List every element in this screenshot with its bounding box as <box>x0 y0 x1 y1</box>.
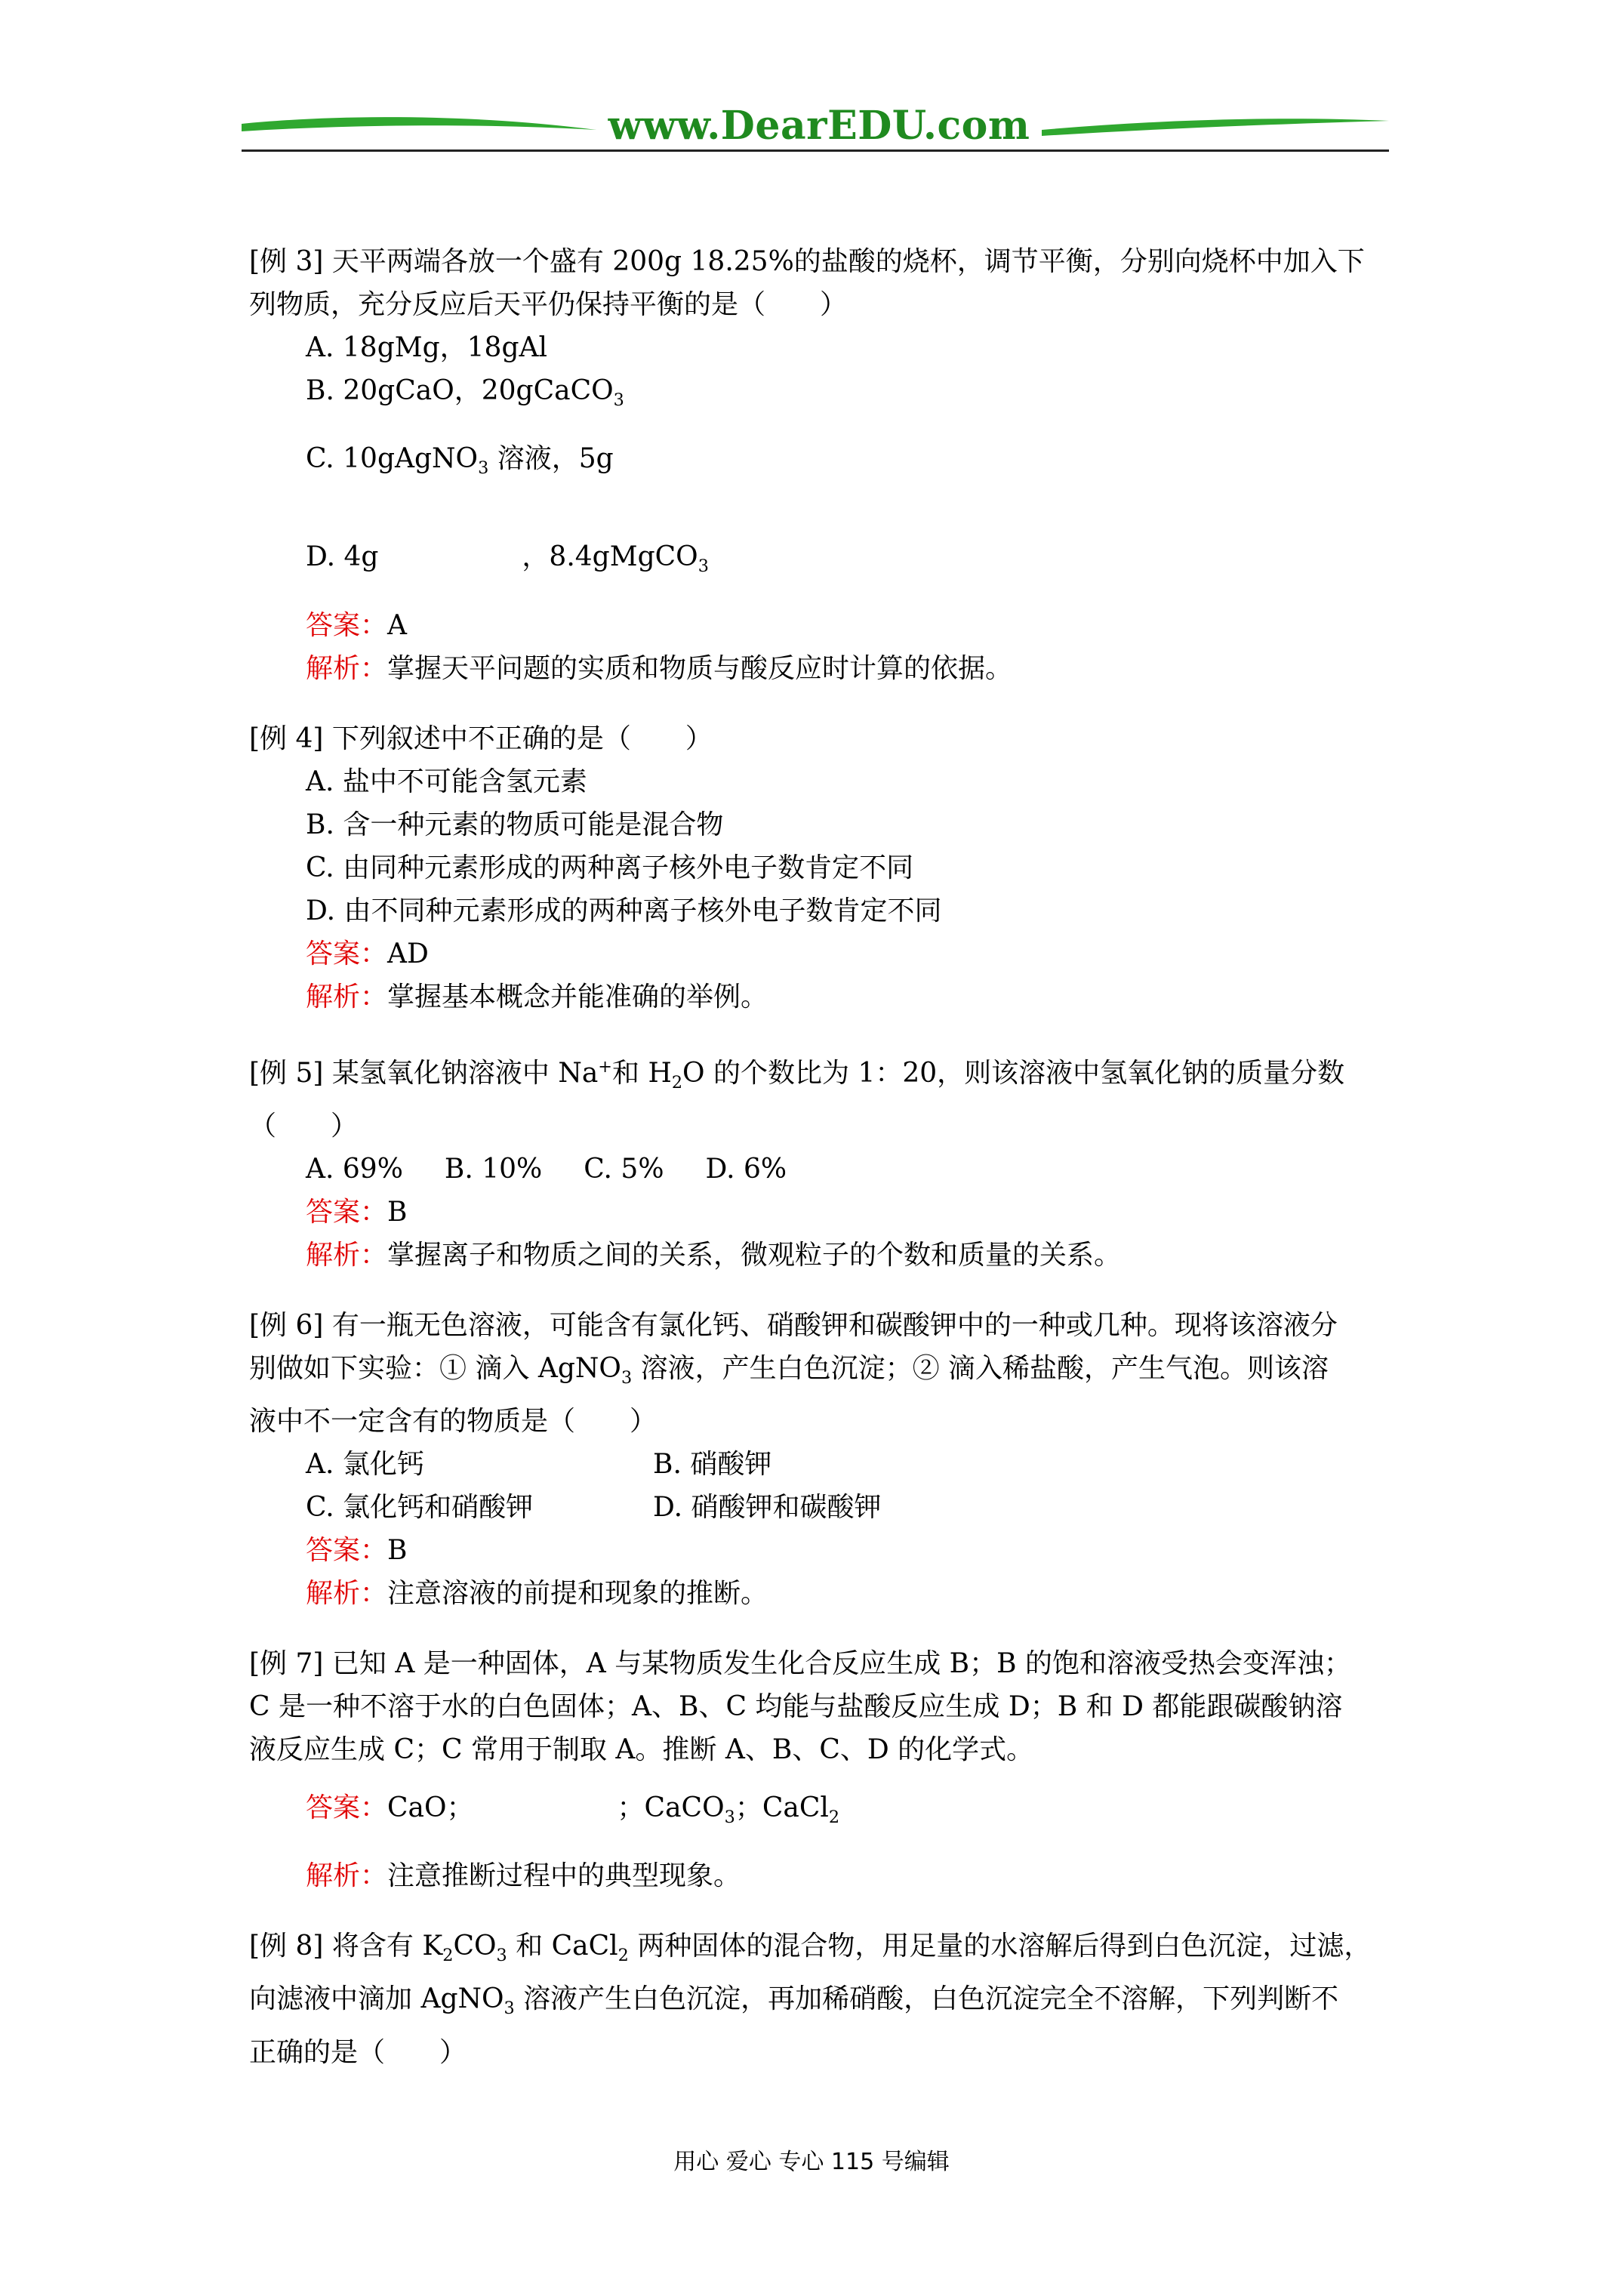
question-stem-line: 向滤液中滴加 AgNO$_3$ 溶液产生白色沉淀，再加稀硝酸，白色沉淀完全不溶解，下列判断不 <box>249 1983 1339 2019</box>
answer-line: 答案：CaO； ；CaCO$_3$；CaCl$_2$ <box>306 1792 840 1828</box>
option-a: A. 69% <box>306 1153 403 1185</box>
answer-label: 答案： <box>306 1534 388 1566</box>
option-a: A. 18gMg，18gAl <box>306 332 548 363</box>
analysis-line: 解析：注意溶液的前提和现象的推断。 <box>306 1577 768 1609</box>
document-body <box>249 240 1389 2101</box>
answer-label: 答案： <box>306 1792 388 1823</box>
analysis-label: 解析： <box>306 652 388 684</box>
question-stem-line: 正确的是（ ） <box>249 2036 467 2068</box>
analysis-line: 解析：掌握离子和物质之间的关系，微观粒子的个数和质量的关系。 <box>306 1239 1122 1271</box>
options-row <box>249 1443 1389 1486</box>
analysis-label: 解析： <box>306 1860 388 1892</box>
question-stem-line: C 是一种不溶于水的白色固体；A、B、C 均能与盐酸反应生成 D；B 和 D 都能跟碳酸钠溶 <box>249 1690 1343 1722</box>
answer-line: 答案：A <box>306 609 408 641</box>
analysis-label: 解析： <box>306 1577 388 1609</box>
option-b: B. 含一种元素的物质可能是混合物 <box>306 809 724 840</box>
question-7 <box>249 1642 1389 1897</box>
answer-line: 答案：B <box>306 1196 408 1228</box>
question-3 <box>249 240 1389 690</box>
option-d: D. 硝酸钾和碳酸钾 <box>653 1491 882 1523</box>
option-d: D. 由不同种元素形成的两种离子核外电子数肯定不同 <box>306 895 942 926</box>
option-b: B. 硝酸钾 <box>653 1448 772 1480</box>
analysis-label: 解析： <box>306 1239 388 1271</box>
answer-label: 答案： <box>306 609 388 641</box>
analysis-label: 解析： <box>306 981 388 1012</box>
option-b: B. 20gCaO，20gCaCO$_3$ <box>306 375 624 411</box>
option-c: C. 氯化钙和硝酸钾 <box>306 1491 534 1523</box>
answer-line: 答案：AD <box>306 938 429 969</box>
question-4 <box>249 717 1389 1019</box>
option-c: C. 10gAgNO$_3$ 溶液，5g <box>306 443 614 479</box>
page-footer: 用心 爱心 专心 115 号编辑 <box>673 2149 950 2175</box>
question-stem-line: 别做如下实验：① 滴入 AgNO$_3$ 溶液，产生白色沉淀；② 滴入稀盐酸，产生气泡。则该溶 <box>249 1352 1329 1388</box>
left-swoosh-decoration <box>242 113 596 140</box>
header-rule <box>242 149 1389 152</box>
question-6 <box>249 1304 1389 1615</box>
question-stem-line: 液中不一定含有的物质是（ ） <box>249 1405 658 1437</box>
option-a: A. 盐中不可能含氢元素 <box>306 766 587 797</box>
question-stem-line: （ ） <box>249 1110 359 1142</box>
question-5 <box>249 1046 1389 1277</box>
question-stem-line: 液反应生成 C；C 常用于制取 A。推断 A、B、C、D 的化学式。 <box>249 1734 1034 1765</box>
analysis-line: 解析：注意推断过程中的典型现象。 <box>306 1860 741 1892</box>
question-stem-line: 列物质，充分反应后天平仍保持平衡的是（ ） <box>249 289 848 320</box>
analysis-line: 解析：掌握天平问题的实质和物质与酸反应时计算的依据。 <box>306 652 1013 684</box>
answer-label: 答案： <box>306 938 388 969</box>
option-c: C. 5% <box>584 1153 664 1185</box>
option-d: D. 6% <box>705 1153 787 1185</box>
options-row <box>249 1486 1389 1529</box>
question-stem-line: [例 8] 将含有 $K_2CO_3$ 和 CaCl$_2$ 两种固体的混合物，用足量的水溶解后得到白色沉淀，过滤， <box>249 1931 1372 1966</box>
question-stem-line: [例 5] 某氢氧化钠溶液中 Na+和 $H_2O$ 的个数比为 1：20，则该溶液中氢氧化钠的质量分数 <box>249 1056 1345 1093</box>
site-logo: www.DearEDU.com <box>608 103 1030 149</box>
question-stem-line: [例 3] 天平两端各放一个盛有 200g 18.25%的盐酸的烧杯，调节平衡，分别向烧杯中加入下 <box>249 246 1365 277</box>
right-swoosh-decoration <box>1042 113 1389 140</box>
question-stem-line: [例 6] 有一瓶无色溶液，可能含有氯化钙、硝酸钾和碳酸钾中的一种或几种。现将该溶液分 <box>249 1309 1338 1341</box>
answer-line: 答案：B <box>306 1534 408 1566</box>
page-header <box>242 103 1389 159</box>
question-8 <box>249 1925 1389 2073</box>
question-stem-line: [例 4] 下列叙述中不正确的是（ ） <box>249 723 713 754</box>
option-a: A. 氯化钙 <box>306 1448 424 1480</box>
question-stem-line: [例 7] 已知 A 是一种固体，A 与某物质发生化合反应生成 B；B 的饱和溶液受热会变浑浊； <box>249 1647 1352 1679</box>
answer-label: 答案： <box>306 1196 388 1228</box>
option-d: D. 4g ，8.4gMgCO$_3$ <box>306 541 709 577</box>
option-c: C. 由同种元素形成的两种离子核外电子数肯定不同 <box>306 852 914 883</box>
analysis-line: 解析：掌握基本概念并能准确的举例。 <box>306 981 768 1012</box>
option-b: B. 10% <box>444 1153 543 1185</box>
options-row <box>249 1148 1389 1191</box>
